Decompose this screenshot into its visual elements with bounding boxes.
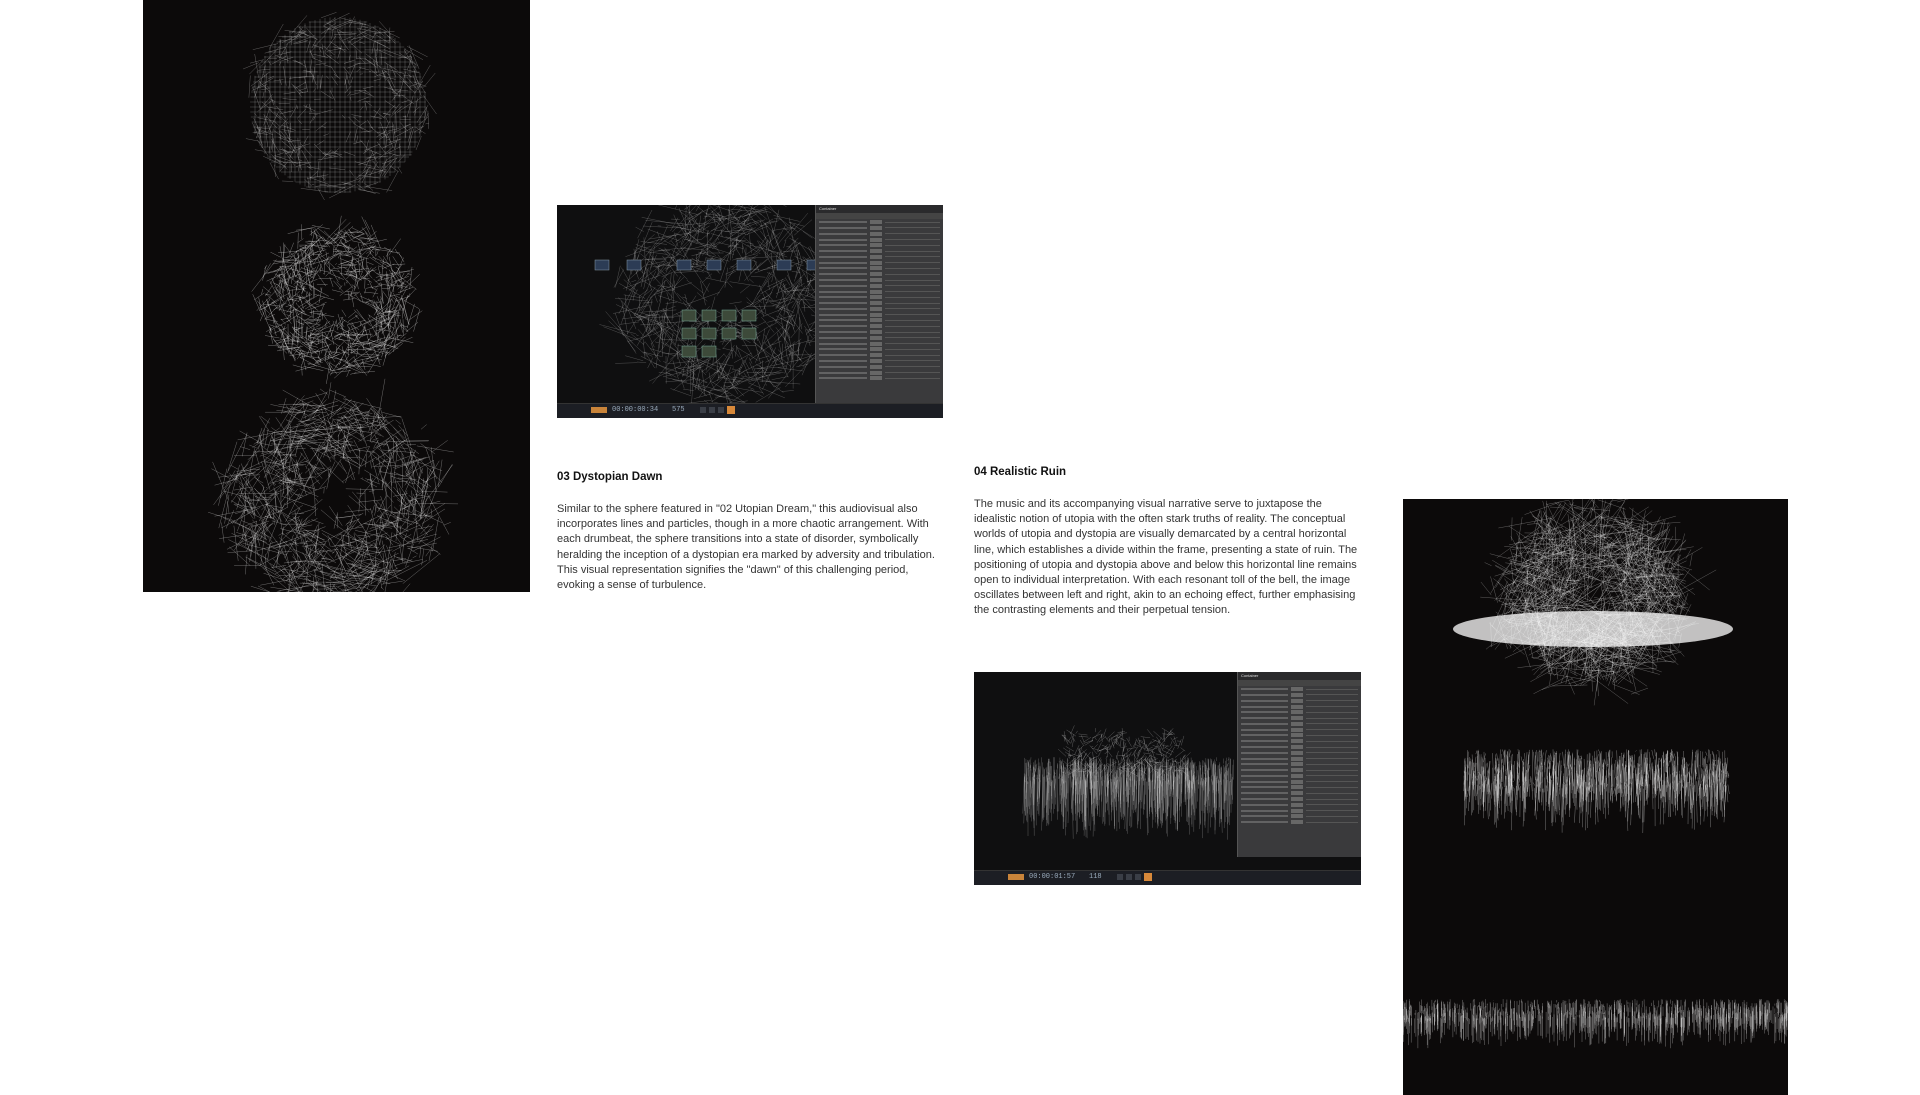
parameter-label bbox=[1241, 729, 1288, 731]
parameter-row bbox=[819, 266, 940, 271]
parameter-row bbox=[819, 341, 940, 346]
parameter-value bbox=[1291, 728, 1303, 732]
parameter-value bbox=[1291, 733, 1303, 737]
parameter-row bbox=[819, 318, 940, 323]
parameter-row bbox=[1241, 820, 1358, 825]
parameter-row bbox=[1241, 768, 1358, 773]
parameter-value bbox=[870, 336, 882, 340]
parameter-value bbox=[870, 220, 882, 224]
parameter-label bbox=[1241, 711, 1288, 713]
parameter-row bbox=[819, 301, 940, 306]
parameter-value bbox=[870, 324, 882, 328]
parameter-row bbox=[1241, 762, 1358, 767]
timecode: 00:00:01:57 bbox=[1029, 873, 1076, 881]
parameter-slider bbox=[1306, 804, 1358, 805]
parameter-label bbox=[1241, 717, 1288, 719]
parameter-row bbox=[819, 312, 940, 317]
parameter-slider bbox=[885, 239, 940, 240]
parameter-label bbox=[819, 325, 867, 327]
parameter-slider bbox=[885, 366, 940, 367]
parameter-value bbox=[1291, 780, 1303, 784]
parameter-row bbox=[1241, 727, 1358, 732]
horizon-ruin-artwork bbox=[1403, 499, 1788, 1095]
operator-node bbox=[595, 260, 609, 270]
parameter-label bbox=[1241, 815, 1288, 817]
bottom-horizon-lines bbox=[1403, 999, 1788, 1048]
operator-node bbox=[737, 260, 751, 270]
parameter-value bbox=[870, 295, 882, 299]
parameter-slider bbox=[885, 378, 940, 379]
parameter-panel-title: Container bbox=[1238, 672, 1361, 680]
timeline-bar bbox=[974, 870, 1361, 885]
parameter-row bbox=[819, 254, 940, 259]
parameter-row bbox=[819, 249, 940, 254]
parameter-slider bbox=[1306, 723, 1358, 724]
parameter-row bbox=[819, 295, 940, 300]
parameter-row bbox=[1241, 773, 1358, 778]
parameter-value bbox=[1291, 705, 1303, 709]
parameter-slider bbox=[1306, 700, 1358, 701]
parameter-label bbox=[1241, 700, 1288, 702]
parameter-value bbox=[870, 371, 882, 375]
parameter-row bbox=[819, 324, 940, 329]
parameter-slider bbox=[1306, 775, 1358, 776]
operator-node bbox=[777, 260, 791, 270]
realistic-ruin-screenshot bbox=[974, 672, 1361, 885]
parameter-value bbox=[870, 330, 882, 334]
parameter-label bbox=[819, 348, 867, 350]
parameter-value bbox=[1291, 687, 1303, 691]
parameter-value bbox=[1291, 785, 1303, 789]
software-ui-mock bbox=[974, 672, 1361, 885]
parameter-label bbox=[819, 337, 867, 339]
parameter-value bbox=[870, 342, 882, 346]
parameter-slider bbox=[885, 308, 940, 309]
parameter-row bbox=[1241, 721, 1358, 726]
horizon-glow bbox=[1453, 611, 1733, 647]
parameter-value bbox=[1291, 739, 1303, 743]
disrupted-sphere-lines bbox=[252, 216, 423, 384]
parameter-label bbox=[819, 308, 867, 310]
frame-counter: 118 bbox=[1089, 873, 1102, 881]
parameter-value bbox=[1291, 803, 1303, 807]
parameter-label bbox=[1241, 746, 1288, 748]
parameter-slider bbox=[1306, 781, 1358, 782]
parameter-row bbox=[1241, 750, 1358, 755]
parameter-slider bbox=[885, 337, 940, 338]
parameter-slider bbox=[885, 274, 940, 275]
operator-node bbox=[677, 260, 691, 270]
parameter-slider bbox=[885, 233, 940, 234]
parameter-value bbox=[1291, 814, 1303, 818]
software-ui-mock bbox=[557, 205, 943, 418]
parameter-value bbox=[870, 347, 882, 351]
parameter-slider bbox=[885, 280, 940, 281]
parameter-slider bbox=[1306, 747, 1358, 748]
dystopian-dawn-screenshot bbox=[557, 205, 943, 418]
parameter-label bbox=[1241, 810, 1288, 812]
parameter-label bbox=[819, 377, 867, 379]
parameter-row bbox=[819, 329, 940, 334]
parameter-label bbox=[819, 285, 867, 287]
parameter-slider bbox=[1306, 822, 1358, 823]
parameter-label bbox=[819, 239, 867, 241]
operator-node bbox=[722, 310, 736, 321]
parameter-slider bbox=[885, 343, 940, 344]
parameter-label bbox=[1241, 775, 1288, 777]
parameter-value bbox=[870, 365, 882, 369]
parameter-slider bbox=[885, 355, 940, 356]
parameter-row bbox=[819, 370, 940, 375]
parameter-value bbox=[870, 313, 882, 317]
parameter-row bbox=[819, 283, 940, 288]
parameter-row bbox=[819, 220, 940, 225]
parameter-slider bbox=[1306, 764, 1358, 765]
right-poster-image bbox=[1403, 499, 1788, 1095]
parameter-row bbox=[1241, 808, 1358, 813]
parameter-row bbox=[819, 225, 940, 230]
parameter-value bbox=[1291, 693, 1303, 697]
parameter-slider bbox=[885, 256, 940, 257]
parameter-label bbox=[819, 273, 867, 275]
parameter-slider bbox=[885, 268, 940, 269]
background-sphere-lines bbox=[599, 205, 848, 412]
parameter-label bbox=[1241, 769, 1288, 771]
ruin-line-cluster bbox=[1023, 725, 1234, 839]
parameter-row bbox=[1241, 814, 1358, 819]
parameter-label bbox=[1241, 792, 1288, 794]
parameter-label bbox=[1241, 758, 1288, 760]
parameter-row bbox=[819, 237, 940, 242]
section-body-dystopian-dawn: Similar to the sphere featured in "02 Utopian Dream," this audiovisual also incorporates lines and particles, though in a more chaotic arrangement. With each drumbeat, the sphere transitions into a state of disorder, symbolically heralding the inception of a dystopian era marked by adversity and tribulation. This visual representation signifies the "dawn" of this challenging period, evoking a sense of turbulence. bbox=[557, 503, 935, 592]
parameter-label bbox=[1241, 694, 1288, 696]
left-poster-image bbox=[143, 0, 530, 592]
frame-counter: 575 bbox=[672, 406, 685, 414]
parameter-row bbox=[1241, 791, 1358, 796]
parameter-slider bbox=[885, 349, 940, 350]
operator-node bbox=[682, 346, 696, 357]
parameter-slider bbox=[885, 372, 940, 373]
parameter-label bbox=[819, 250, 867, 252]
play-button bbox=[1135, 874, 1141, 880]
parameter-value bbox=[1291, 751, 1303, 755]
parameter-slider bbox=[1306, 770, 1358, 771]
parameter-slider bbox=[885, 245, 940, 246]
parameter-value bbox=[870, 255, 882, 259]
parameter-row bbox=[819, 358, 940, 363]
parameter-row bbox=[1241, 710, 1358, 715]
parameter-label bbox=[819, 296, 867, 298]
play-range-marker bbox=[1008, 874, 1024, 880]
parameter-label bbox=[1241, 706, 1288, 708]
sphere-progression-artwork bbox=[143, 0, 530, 592]
parameter-row bbox=[1241, 785, 1358, 790]
parameter-slider bbox=[885, 297, 940, 298]
parameter-slider bbox=[885, 291, 940, 292]
parameter-value bbox=[870, 307, 882, 311]
parameter-panel bbox=[815, 205, 943, 404]
parameter-value bbox=[870, 249, 882, 253]
parameter-slider bbox=[1306, 718, 1358, 719]
rewind-button bbox=[700, 407, 706, 413]
parameter-label bbox=[819, 233, 867, 235]
operator-node bbox=[682, 310, 696, 321]
parameter-row bbox=[1241, 779, 1358, 784]
parameter-label bbox=[1241, 752, 1288, 754]
parameter-label bbox=[819, 221, 867, 223]
step-button bbox=[709, 407, 715, 413]
parameter-label bbox=[819, 366, 867, 368]
parameter-label bbox=[819, 227, 867, 229]
parameter-row bbox=[1241, 716, 1358, 721]
parameter-value bbox=[870, 278, 882, 282]
parameter-slider bbox=[885, 320, 940, 321]
parameter-row bbox=[1241, 739, 1358, 744]
parameter-label bbox=[1241, 740, 1288, 742]
upper-mountain-lines bbox=[1480, 499, 1716, 705]
parameter-value bbox=[870, 238, 882, 242]
parameter-slider bbox=[885, 251, 940, 252]
parameter-label bbox=[1241, 804, 1288, 806]
parameter-value bbox=[1291, 791, 1303, 795]
parameter-label bbox=[1241, 798, 1288, 800]
parameter-slider bbox=[885, 222, 940, 223]
parameter-value bbox=[1291, 768, 1303, 772]
parameter-row bbox=[819, 353, 940, 358]
record-button bbox=[727, 406, 735, 414]
operator-node bbox=[702, 310, 716, 321]
parameter-label bbox=[819, 372, 867, 374]
parameter-label bbox=[819, 262, 867, 264]
parameter-slider bbox=[1306, 787, 1358, 788]
parameter-slider bbox=[1306, 706, 1358, 707]
parameter-slider bbox=[1306, 694, 1358, 695]
parameter-row bbox=[819, 260, 940, 265]
record-button bbox=[1144, 873, 1152, 881]
operator-node bbox=[742, 310, 756, 321]
parameter-slider bbox=[1306, 799, 1358, 800]
parameter-value bbox=[870, 318, 882, 322]
section-body-realistic-ruin: The music and its accompanying visual narrative serve to juxtapose the idealistic notion of utopia with the often stark truths of reality. The conceptual worlds of utopia and dystopia are visually demarcated by a central horizontal line, which establishes a divide within the frame, presenting a state of ruin. The positioning of utopia and dystopia above and below this horizontal line remains open to individual interpretation. With each resonant toll of the bell, the image oscillates between left and right, akin to an echoing effect, further emphasising the contrasting elements and their perpetual tension. bbox=[974, 498, 1358, 617]
parameter-row bbox=[1241, 687, 1358, 692]
parameter-value bbox=[1291, 757, 1303, 761]
parameter-value bbox=[870, 353, 882, 357]
operator-node bbox=[627, 260, 641, 270]
section-title-dystopian-dawn: 03 Dystopian Dawn bbox=[557, 471, 663, 483]
parameter-value bbox=[1291, 722, 1303, 726]
timeline-bar bbox=[557, 403, 943, 418]
parameter-value bbox=[870, 266, 882, 270]
parameter-slider bbox=[1306, 793, 1358, 794]
middle-ruin-lines bbox=[1464, 749, 1730, 833]
wire-sphere-grid bbox=[250, 17, 426, 193]
parameter-label bbox=[1241, 821, 1288, 823]
parameter-slider bbox=[885, 360, 940, 361]
step-button bbox=[1126, 874, 1132, 880]
parameter-label bbox=[1241, 688, 1288, 690]
parameter-slider bbox=[885, 314, 940, 315]
parameter-row bbox=[1241, 796, 1358, 801]
parameter-label bbox=[819, 314, 867, 316]
parameter-row bbox=[819, 376, 940, 381]
parameter-value bbox=[1291, 745, 1303, 749]
parameter-label bbox=[819, 302, 867, 304]
parameter-slider bbox=[885, 303, 940, 304]
parameter-row bbox=[819, 231, 940, 236]
parameter-slider bbox=[1306, 758, 1358, 759]
parameter-value bbox=[1291, 710, 1303, 714]
parameter-label bbox=[819, 244, 867, 246]
parameter-row bbox=[819, 277, 940, 282]
operator-node bbox=[702, 328, 716, 339]
parameter-value bbox=[870, 261, 882, 265]
parameter-row bbox=[1241, 733, 1358, 738]
parameter-row bbox=[819, 243, 940, 248]
parameter-tabs bbox=[816, 213, 943, 219]
parameter-value bbox=[1291, 774, 1303, 778]
parameter-value bbox=[870, 232, 882, 236]
parameter-label bbox=[1241, 734, 1288, 736]
parameter-label bbox=[1241, 763, 1288, 765]
parameter-rows bbox=[1238, 687, 1361, 825]
timecode: 00:00:00:34 bbox=[612, 406, 659, 414]
parameter-row bbox=[819, 347, 940, 352]
parameter-row bbox=[1241, 802, 1358, 807]
parameter-row bbox=[819, 289, 940, 294]
parameter-panel-title: Container bbox=[816, 205, 943, 213]
parameter-panel bbox=[1237, 672, 1361, 857]
parameter-row bbox=[1241, 692, 1358, 697]
parameter-label bbox=[819, 256, 867, 258]
parameter-value bbox=[1291, 699, 1303, 703]
parameter-value bbox=[1291, 809, 1303, 813]
parameter-row bbox=[1241, 756, 1358, 761]
parameter-slider bbox=[885, 262, 940, 263]
parameter-label bbox=[1241, 723, 1288, 725]
parameter-slider bbox=[885, 332, 940, 333]
parameter-row bbox=[819, 306, 940, 311]
parameter-slider bbox=[885, 326, 940, 327]
parameter-slider bbox=[1306, 735, 1358, 736]
parameter-row bbox=[819, 272, 940, 277]
parameter-label bbox=[819, 291, 867, 293]
parameter-value bbox=[870, 226, 882, 230]
parameter-row bbox=[1241, 704, 1358, 709]
parameter-row bbox=[1241, 698, 1358, 703]
parameter-row bbox=[1241, 744, 1358, 749]
parameter-value bbox=[870, 359, 882, 363]
parameter-value bbox=[870, 376, 882, 380]
play-range-marker bbox=[591, 407, 607, 413]
parameter-row bbox=[819, 335, 940, 340]
operator-node bbox=[722, 328, 736, 339]
parameter-value bbox=[1291, 762, 1303, 766]
play-button bbox=[718, 407, 724, 413]
parameter-slider bbox=[1306, 810, 1358, 811]
parameter-slider bbox=[1306, 816, 1358, 817]
parameter-label bbox=[819, 267, 867, 269]
operator-node bbox=[702, 346, 716, 357]
parameter-label bbox=[819, 360, 867, 362]
parameter-value bbox=[870, 284, 882, 288]
parameter-label bbox=[819, 331, 867, 333]
parameter-label bbox=[819, 319, 867, 321]
parameter-row bbox=[819, 364, 940, 369]
parameter-value bbox=[1291, 820, 1303, 824]
parameter-slider bbox=[1306, 712, 1358, 713]
chaotic-sphere-lines bbox=[208, 379, 458, 592]
rewind-button bbox=[1117, 874, 1123, 880]
parameter-rows bbox=[816, 220, 943, 381]
parameter-slider bbox=[885, 227, 940, 228]
parameter-value bbox=[870, 290, 882, 294]
parameter-tabs bbox=[1238, 680, 1361, 686]
operator-node bbox=[742, 328, 756, 339]
parameter-label bbox=[819, 343, 867, 345]
parameter-slider bbox=[1306, 689, 1358, 690]
parameter-slider bbox=[1306, 741, 1358, 742]
parameter-value bbox=[870, 243, 882, 247]
parameter-label bbox=[819, 354, 867, 356]
parameter-label bbox=[1241, 786, 1288, 788]
parameter-label bbox=[819, 279, 867, 281]
operator-node bbox=[707, 260, 721, 270]
parameter-label bbox=[1241, 781, 1288, 783]
parameter-value bbox=[1291, 797, 1303, 801]
parameter-slider bbox=[885, 285, 940, 286]
parameter-slider bbox=[1306, 729, 1358, 730]
parameter-value bbox=[870, 301, 882, 305]
parameter-slider bbox=[1306, 752, 1358, 753]
parameter-value bbox=[1291, 716, 1303, 720]
section-title-realistic-ruin: 04 Realistic Ruin bbox=[974, 466, 1067, 478]
operator-node bbox=[682, 328, 696, 339]
parameter-value bbox=[870, 272, 882, 276]
